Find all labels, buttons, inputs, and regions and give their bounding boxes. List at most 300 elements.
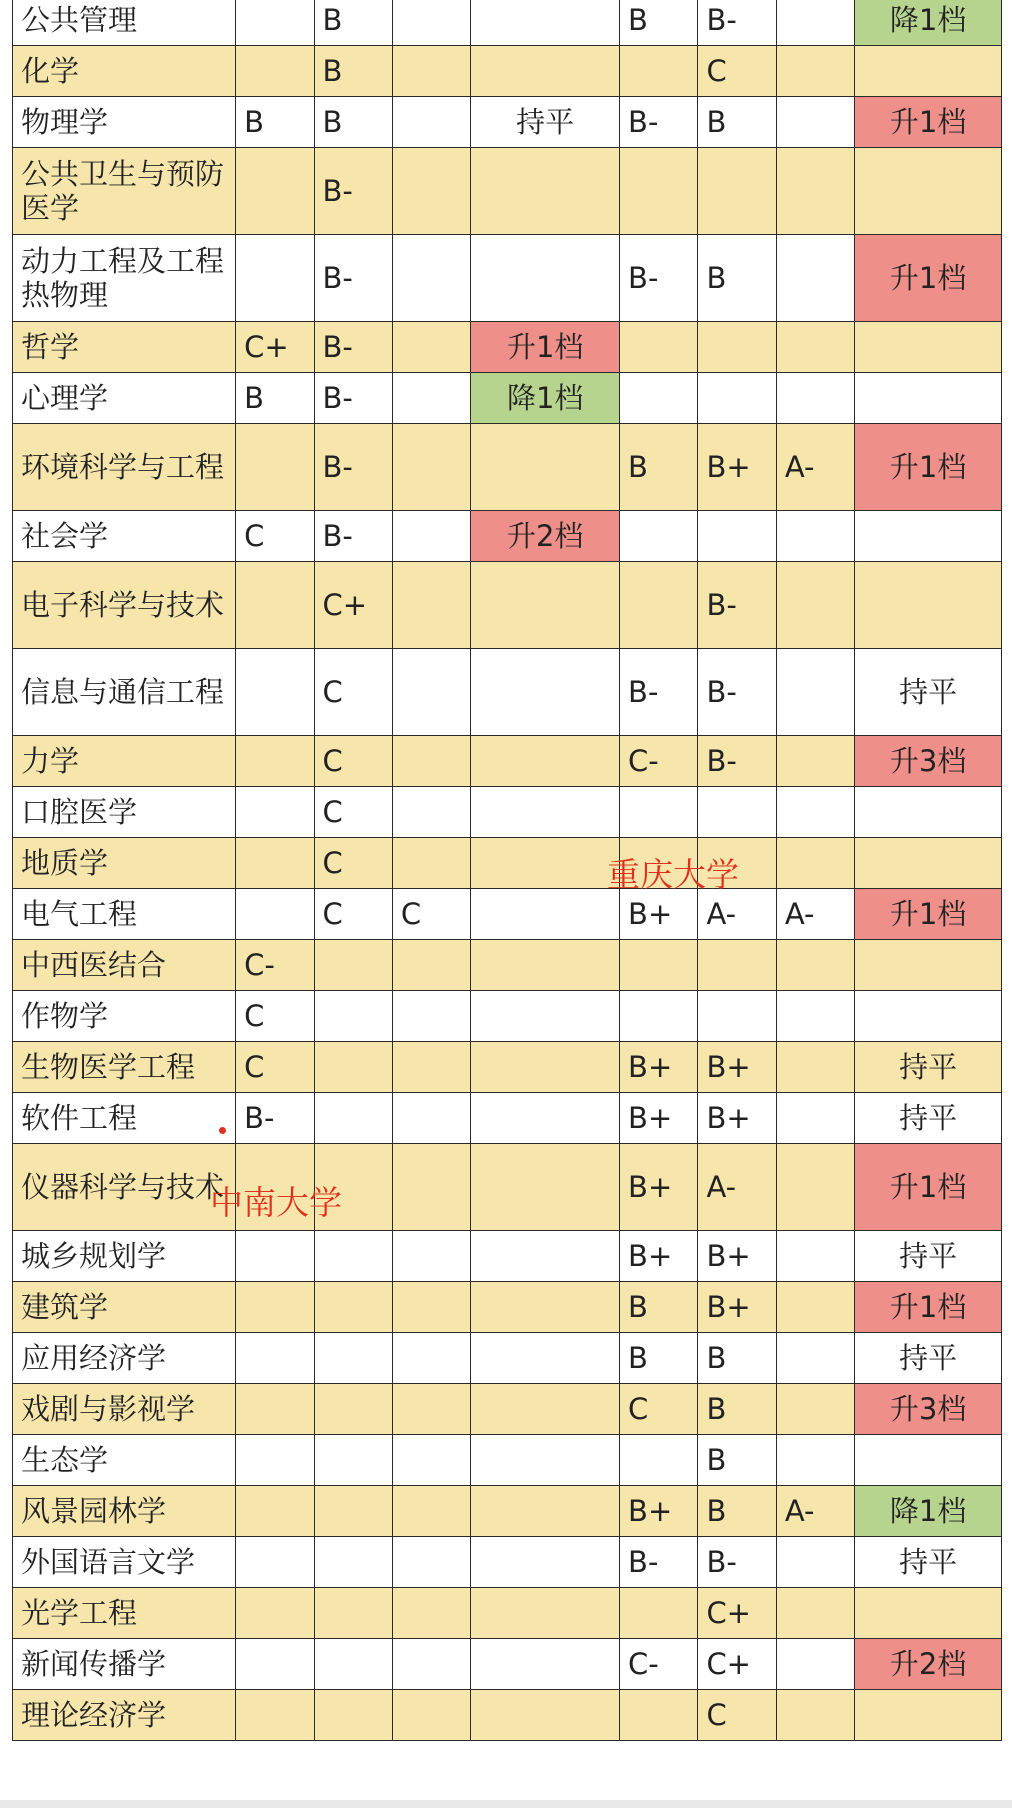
grade-change-cell bbox=[471, 787, 620, 838]
discipline-name-cell: 电子科学与技术 bbox=[13, 562, 236, 649]
grade-change-cell bbox=[471, 1639, 620, 1690]
grade-cell bbox=[236, 1690, 314, 1741]
grade-cell bbox=[392, 1042, 470, 1093]
grade-cell bbox=[776, 235, 854, 322]
grade-cell: B+ bbox=[698, 1093, 776, 1144]
grade-cell bbox=[314, 1690, 392, 1741]
grade-cell bbox=[620, 46, 698, 97]
grade-cell: B- bbox=[698, 0, 776, 46]
grade-cell: B- bbox=[698, 562, 776, 649]
discipline-name-cell: 生物医学工程 bbox=[13, 1042, 236, 1093]
grade-change-cell bbox=[471, 940, 620, 991]
table-row bbox=[13, 373, 1002, 424]
grade-cell bbox=[698, 991, 776, 1042]
grade-cell bbox=[776, 562, 854, 649]
grade-cell: B+ bbox=[698, 1282, 776, 1333]
grade-cell bbox=[392, 1144, 470, 1231]
grade-change-cell bbox=[471, 1435, 620, 1486]
grade-cell bbox=[620, 373, 698, 424]
grade-cell bbox=[776, 736, 854, 787]
grade-cell bbox=[392, 1333, 470, 1384]
table-row bbox=[13, 838, 1002, 889]
discipline-name-cell: 口腔医学 bbox=[13, 787, 236, 838]
grade-cell bbox=[236, 1537, 314, 1588]
table-row bbox=[13, 736, 1002, 787]
grade-change-cell bbox=[471, 0, 620, 46]
grade-cell bbox=[236, 1282, 314, 1333]
grade-change-cell bbox=[855, 787, 1002, 838]
grade-change-cell bbox=[471, 889, 620, 940]
grade-cell: B+ bbox=[698, 1231, 776, 1282]
grade-cell bbox=[392, 1690, 470, 1741]
grade-cell bbox=[776, 1639, 854, 1690]
grade-cell: A- bbox=[776, 889, 854, 940]
grade-cell bbox=[620, 322, 698, 373]
discipline-name-cell: 信息与通信工程 bbox=[13, 649, 236, 736]
grade-change-cell bbox=[855, 46, 1002, 97]
grade-cell bbox=[620, 562, 698, 649]
grade-cell bbox=[392, 1093, 470, 1144]
grade-cell bbox=[236, 1384, 314, 1435]
grade-cell: B- bbox=[620, 1537, 698, 1588]
grade-cell bbox=[236, 1588, 314, 1639]
grade-cell: C bbox=[236, 991, 314, 1042]
grade-cell bbox=[776, 1384, 854, 1435]
grade-cell bbox=[392, 424, 470, 511]
grade-cell bbox=[776, 1231, 854, 1282]
table-row bbox=[13, 1690, 1002, 1741]
grade-cell bbox=[236, 148, 314, 235]
grade-change-cell: 升3档 bbox=[855, 1384, 1002, 1435]
grade-cell bbox=[236, 1231, 314, 1282]
grade-cell bbox=[236, 46, 314, 97]
grade-cell bbox=[392, 373, 470, 424]
discipline-name-cell: 建筑学 bbox=[13, 1282, 236, 1333]
table-row bbox=[13, 1639, 1002, 1690]
discipline-name-cell: 心理学 bbox=[13, 373, 236, 424]
discipline-name-cell: 社会学 bbox=[13, 511, 236, 562]
grade-cell bbox=[776, 1690, 854, 1741]
discipline-name-cell: 哲学 bbox=[13, 322, 236, 373]
discipline-name-cell: 物理学 bbox=[13, 97, 236, 148]
table-row bbox=[13, 787, 1002, 838]
grade-cell bbox=[392, 736, 470, 787]
grade-cell bbox=[392, 1384, 470, 1435]
discipline-name-cell: 环境科学与工程 bbox=[13, 424, 236, 511]
bottom-edge-strip bbox=[0, 1800, 1012, 1808]
grade-change-cell: 升1档 bbox=[855, 889, 1002, 940]
grade-cell bbox=[620, 1690, 698, 1741]
grade-cell bbox=[314, 1282, 392, 1333]
grade-change-cell bbox=[471, 46, 620, 97]
grade-cell: B+ bbox=[620, 1486, 698, 1537]
grade-cell: B+ bbox=[620, 1093, 698, 1144]
grade-cell bbox=[776, 97, 854, 148]
grade-cell: B bbox=[698, 1384, 776, 1435]
grade-cell bbox=[392, 1231, 470, 1282]
overlay-label-csu: 中南大学 bbox=[210, 1183, 342, 1222]
grade-cell: B- bbox=[314, 322, 392, 373]
grade-cell: B+ bbox=[620, 1144, 698, 1231]
grade-cell bbox=[776, 1333, 854, 1384]
grade-cell: B- bbox=[314, 148, 392, 235]
grade-cell bbox=[776, 940, 854, 991]
grade-change-cell bbox=[471, 562, 620, 649]
grade-cell bbox=[392, 0, 470, 46]
discipline-grade-table bbox=[12, 0, 1002, 1741]
table-row bbox=[13, 46, 1002, 97]
grade-cell bbox=[392, 1639, 470, 1690]
grade-cell bbox=[236, 649, 314, 736]
grade-cell: C- bbox=[620, 736, 698, 787]
grade-change-cell: 持平 bbox=[855, 1537, 1002, 1588]
grade-cell bbox=[392, 322, 470, 373]
grade-change-cell: 持平 bbox=[471, 97, 620, 148]
discipline-name-cell: 戏剧与影视学 bbox=[13, 1384, 236, 1435]
grade-change-cell bbox=[855, 322, 1002, 373]
grade-cell bbox=[392, 991, 470, 1042]
grade-change-cell bbox=[855, 373, 1002, 424]
table-row bbox=[13, 511, 1002, 562]
discipline-name-cell: 光学工程 bbox=[13, 1588, 236, 1639]
grade-cell bbox=[698, 940, 776, 991]
grade-change-cell bbox=[471, 1537, 620, 1588]
overlay-dot bbox=[219, 1127, 226, 1134]
grade-cell bbox=[776, 1144, 854, 1231]
grade-cell: C bbox=[314, 736, 392, 787]
grade-cell: B- bbox=[620, 97, 698, 148]
table-row bbox=[13, 1231, 1002, 1282]
grade-change-cell bbox=[471, 838, 620, 889]
grade-cell bbox=[392, 649, 470, 736]
grade-cell: C bbox=[620, 1384, 698, 1435]
grade-cell bbox=[392, 940, 470, 991]
grade-cell bbox=[698, 148, 776, 235]
discipline-name-cell: 新闻传播学 bbox=[13, 1639, 236, 1690]
grade-change-cell: 持平 bbox=[855, 1231, 1002, 1282]
grade-cell: C bbox=[314, 787, 392, 838]
discipline-name-cell: 作物学 bbox=[13, 991, 236, 1042]
grade-cell bbox=[392, 562, 470, 649]
grade-cell bbox=[392, 148, 470, 235]
grade-cell bbox=[314, 1231, 392, 1282]
grade-cell bbox=[392, 46, 470, 97]
grade-cell bbox=[314, 1093, 392, 1144]
grade-cell bbox=[392, 1435, 470, 1486]
grade-cell: B- bbox=[236, 1093, 314, 1144]
grade-change-cell: 升1档 bbox=[855, 235, 1002, 322]
grade-cell: B- bbox=[698, 736, 776, 787]
grade-cell bbox=[236, 562, 314, 649]
grade-cell: B+ bbox=[620, 889, 698, 940]
discipline-name-cell: 电气工程 bbox=[13, 889, 236, 940]
grade-cell bbox=[776, 46, 854, 97]
grade-cell: C- bbox=[236, 940, 314, 991]
grade-change-cell: 升1档 bbox=[471, 322, 620, 373]
grade-cell: B bbox=[314, 46, 392, 97]
grade-cell bbox=[236, 1486, 314, 1537]
grade-cell bbox=[314, 1588, 392, 1639]
grade-cell bbox=[776, 1042, 854, 1093]
grade-change-cell bbox=[471, 1690, 620, 1741]
grade-cell bbox=[314, 1384, 392, 1435]
table-row bbox=[13, 1042, 1002, 1093]
grade-cell: C bbox=[314, 889, 392, 940]
table-row bbox=[13, 322, 1002, 373]
grade-cell: B+ bbox=[620, 1231, 698, 1282]
grade-cell: B- bbox=[314, 373, 392, 424]
table-row bbox=[13, 0, 1002, 46]
grade-cell bbox=[392, 1282, 470, 1333]
grade-cell bbox=[776, 1537, 854, 1588]
grade-cell: B bbox=[236, 373, 314, 424]
grade-change-cell: 降1档 bbox=[855, 0, 1002, 46]
grade-cell bbox=[314, 1333, 392, 1384]
grade-cell: C+ bbox=[314, 562, 392, 649]
table-row bbox=[13, 991, 1002, 1042]
grade-cell: A- bbox=[698, 889, 776, 940]
grade-cell bbox=[392, 1588, 470, 1639]
grade-cell: B bbox=[698, 1333, 776, 1384]
discipline-name-cell: 外国语言文学 bbox=[13, 1537, 236, 1588]
grade-cell bbox=[776, 148, 854, 235]
grade-cell: B- bbox=[698, 1537, 776, 1588]
grade-cell: C bbox=[698, 1690, 776, 1741]
grade-cell bbox=[314, 1486, 392, 1537]
grade-cell bbox=[776, 322, 854, 373]
grade-change-cell bbox=[471, 1486, 620, 1537]
grade-cell: A- bbox=[776, 1486, 854, 1537]
grade-cell bbox=[698, 373, 776, 424]
grade-cell: B- bbox=[620, 235, 698, 322]
grade-cell bbox=[314, 1042, 392, 1093]
grade-cell: B bbox=[314, 97, 392, 148]
grade-cell: A- bbox=[698, 1144, 776, 1231]
discipline-name-cell: 软件工程 bbox=[13, 1093, 236, 1144]
grade-cell: C+ bbox=[236, 322, 314, 373]
grade-change-cell bbox=[471, 649, 620, 736]
grade-change-cell bbox=[471, 1093, 620, 1144]
grade-cell: B- bbox=[698, 649, 776, 736]
table-row bbox=[13, 235, 1002, 322]
grade-cell bbox=[236, 787, 314, 838]
table-row bbox=[13, 1435, 1002, 1486]
grade-cell bbox=[776, 1588, 854, 1639]
grade-change-cell bbox=[471, 1282, 620, 1333]
grade-cell bbox=[392, 787, 470, 838]
grade-cell: C bbox=[314, 649, 392, 736]
grade-change-cell: 持平 bbox=[855, 649, 1002, 736]
grade-cell: B bbox=[698, 235, 776, 322]
grade-change-cell bbox=[471, 1042, 620, 1093]
grade-cell bbox=[620, 940, 698, 991]
discipline-name-cell: 地质学 bbox=[13, 838, 236, 889]
grade-cell: C bbox=[314, 838, 392, 889]
grade-cell bbox=[236, 736, 314, 787]
table-row bbox=[13, 1282, 1002, 1333]
discipline-name-cell: 应用经济学 bbox=[13, 1333, 236, 1384]
grade-cell bbox=[392, 97, 470, 148]
grade-cell: C+ bbox=[698, 1588, 776, 1639]
grade-cell bbox=[314, 1537, 392, 1588]
grade-change-cell bbox=[855, 1435, 1002, 1486]
grade-table-body bbox=[13, 0, 1002, 1741]
discipline-name-cell: 仪器科学与技术 bbox=[13, 1144, 236, 1231]
table-row bbox=[13, 97, 1002, 148]
grade-cell bbox=[776, 787, 854, 838]
grade-change-cell bbox=[855, 838, 1002, 889]
grade-change-cell bbox=[471, 991, 620, 1042]
table-row bbox=[13, 424, 1002, 511]
grade-cell: C bbox=[236, 1042, 314, 1093]
grade-cell: A- bbox=[776, 424, 854, 511]
discipline-name-cell: 生态学 bbox=[13, 1435, 236, 1486]
overlay-label-cqu: 重庆大学 bbox=[607, 855, 739, 894]
grade-cell bbox=[620, 148, 698, 235]
grade-cell bbox=[620, 1435, 698, 1486]
grade-cell: B- bbox=[314, 424, 392, 511]
grade-change-cell bbox=[855, 562, 1002, 649]
grade-change-cell: 升2档 bbox=[855, 1639, 1002, 1690]
grade-cell: C bbox=[698, 46, 776, 97]
grade-cell bbox=[236, 838, 314, 889]
grade-change-cell bbox=[471, 148, 620, 235]
grade-cell: B bbox=[620, 424, 698, 511]
grade-cell bbox=[236, 0, 314, 46]
grade-cell bbox=[776, 373, 854, 424]
table-row bbox=[13, 1333, 1002, 1384]
table-row bbox=[13, 940, 1002, 991]
grade-cell bbox=[620, 991, 698, 1042]
discipline-name-cell: 动力工程及工程热物理 bbox=[13, 235, 236, 322]
grade-cell: C+ bbox=[698, 1639, 776, 1690]
grade-cell bbox=[698, 322, 776, 373]
table-row bbox=[13, 148, 1002, 235]
grade-change-cell bbox=[471, 235, 620, 322]
grade-cell bbox=[236, 235, 314, 322]
grade-cell bbox=[314, 1435, 392, 1486]
grade-cell bbox=[236, 1639, 314, 1690]
discipline-name-cell: 中西医结合 bbox=[13, 940, 236, 991]
grade-change-cell: 升1档 bbox=[855, 1282, 1002, 1333]
grade-cell: B bbox=[698, 1435, 776, 1486]
grade-change-cell bbox=[471, 1231, 620, 1282]
grade-cell bbox=[236, 1333, 314, 1384]
grade-change-cell bbox=[855, 991, 1002, 1042]
grade-cell: B bbox=[698, 1486, 776, 1537]
discipline-name-cell: 力学 bbox=[13, 736, 236, 787]
grade-change-cell bbox=[471, 1384, 620, 1435]
discipline-name-cell: 理论经济学 bbox=[13, 1690, 236, 1741]
grade-change-cell bbox=[471, 736, 620, 787]
grade-cell bbox=[776, 991, 854, 1042]
grade-cell: B bbox=[314, 0, 392, 46]
grade-cell bbox=[314, 1639, 392, 1690]
grade-cell bbox=[776, 649, 854, 736]
grade-cell bbox=[236, 1435, 314, 1486]
grade-change-cell bbox=[855, 1588, 1002, 1639]
table-row bbox=[13, 1537, 1002, 1588]
grade-cell: C bbox=[236, 511, 314, 562]
table-row bbox=[13, 649, 1002, 736]
grade-change-cell bbox=[471, 424, 620, 511]
grade-cell bbox=[776, 0, 854, 46]
grade-change-cell bbox=[855, 940, 1002, 991]
grade-change-cell bbox=[855, 511, 1002, 562]
grade-change-cell: 升1档 bbox=[855, 424, 1002, 511]
grade-change-cell: 升1档 bbox=[855, 97, 1002, 148]
grade-change-cell: 持平 bbox=[855, 1093, 1002, 1144]
grade-change-cell: 持平 bbox=[855, 1042, 1002, 1093]
grade-cell bbox=[392, 235, 470, 322]
grade-cell bbox=[698, 787, 776, 838]
grade-cell: B- bbox=[620, 649, 698, 736]
grade-cell: B+ bbox=[698, 1042, 776, 1093]
discipline-name-cell: 公共卫生与预防医学 bbox=[13, 148, 236, 235]
discipline-name-cell: 化学 bbox=[13, 46, 236, 97]
grade-cell bbox=[776, 838, 854, 889]
grade-cell bbox=[392, 1537, 470, 1588]
table-row bbox=[13, 1384, 1002, 1435]
grade-change-cell bbox=[471, 1333, 620, 1384]
grade-change-cell: 升3档 bbox=[855, 736, 1002, 787]
grade-cell: B- bbox=[314, 511, 392, 562]
grade-cell bbox=[776, 1093, 854, 1144]
grade-cell bbox=[776, 1435, 854, 1486]
grade-cell bbox=[392, 838, 470, 889]
grade-cell: B bbox=[698, 97, 776, 148]
table-row bbox=[13, 1588, 1002, 1639]
grade-change-cell bbox=[471, 1588, 620, 1639]
grade-cell: B bbox=[620, 1282, 698, 1333]
grade-cell: B- bbox=[314, 235, 392, 322]
grade-cell bbox=[620, 511, 698, 562]
grade-change-cell bbox=[855, 1690, 1002, 1741]
grade-cell: B bbox=[236, 97, 314, 148]
grade-change-cell: 降1档 bbox=[855, 1486, 1002, 1537]
grade-change-cell: 升1档 bbox=[855, 1144, 1002, 1231]
grade-cell bbox=[314, 991, 392, 1042]
grade-cell: B+ bbox=[620, 1042, 698, 1093]
grade-change-cell: 降1档 bbox=[471, 373, 620, 424]
table-row bbox=[13, 1486, 1002, 1537]
table-row bbox=[13, 1144, 1002, 1231]
discipline-name-cell: 公共管理 bbox=[13, 0, 236, 46]
table-row bbox=[13, 1093, 1002, 1144]
grade-cell bbox=[620, 787, 698, 838]
grade-cell bbox=[698, 511, 776, 562]
table-row bbox=[13, 889, 1002, 940]
grade-cell bbox=[620, 1588, 698, 1639]
discipline-name-cell: 城乡规划学 bbox=[13, 1231, 236, 1282]
discipline-name-cell: 风景园林学 bbox=[13, 1486, 236, 1537]
table-row bbox=[13, 562, 1002, 649]
grade-cell bbox=[314, 940, 392, 991]
grade-cell bbox=[776, 1282, 854, 1333]
grade-change-cell: 持平 bbox=[855, 1333, 1002, 1384]
grade-change-cell bbox=[855, 148, 1002, 235]
grade-cell: B+ bbox=[698, 424, 776, 511]
grade-cell bbox=[236, 889, 314, 940]
grade-cell: C- bbox=[620, 1639, 698, 1690]
grade-cell bbox=[236, 424, 314, 511]
grade-change-cell: 升2档 bbox=[471, 511, 620, 562]
grade-cell: B bbox=[620, 0, 698, 46]
grade-cell bbox=[776, 511, 854, 562]
grade-cell bbox=[392, 511, 470, 562]
grade-change-cell bbox=[471, 1144, 620, 1231]
grade-cell bbox=[392, 1486, 470, 1537]
